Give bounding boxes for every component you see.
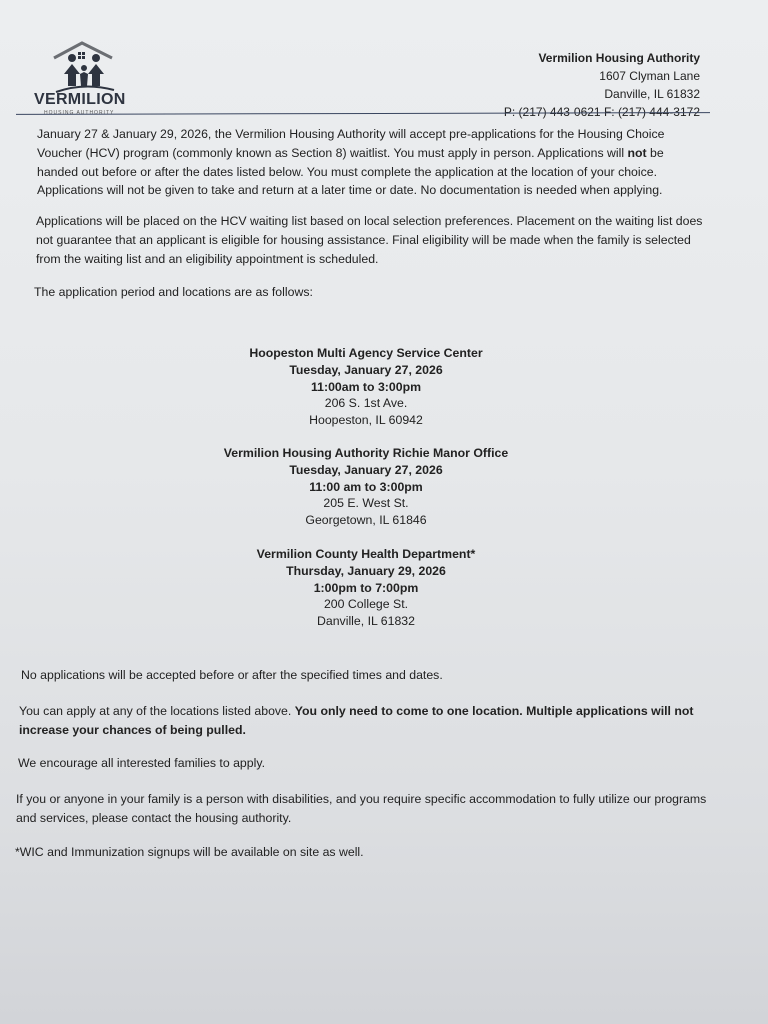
location-street: 206 S. 1st Ave. (324, 396, 408, 411)
location-street: 205 E. West St. (323, 496, 409, 511)
waiting-list-paragraph: Applications will be placed on the HCV waiting list based on local selection preferences. Placement on the waiting list does not guarantee that an applicant is eligible for housing assistance. Final eligibility will be made when the family is selected from the waiting list and an eligibility appointment is scheduled. (36, 214, 703, 266)
location-block-3 (180, 546, 552, 630)
intro-text: January 27 & January 29, 2026, the Vermilion Housing Authority will accept pre-applications for the Housing Choice Voucher (HCV) program (commonly known as Section 8) waitlist. You must apply in person. Applications will (37, 127, 665, 160)
letterhead-address (504, 49, 700, 121)
intro-text-cont: be handed out before or after the dates listed below. You must complete the application at the location of your choice. Applications will not be given to take and return at a later time or date. No documentation is needed when applying. (37, 145, 664, 198)
location-date: Thursday, January 29, 2026 (286, 563, 446, 578)
location-date: Tuesday, January 27, 2026 (289, 362, 443, 377)
location-city: Hoopeston, IL 60942 (309, 413, 423, 428)
location-name: Vermilion Housing Authority Richie Manor Office (223, 446, 509, 460)
wic-footnote: *WIC and Immunization signups will be available on site as well. (15, 845, 364, 859)
location-date: Tuesday, January 27, 2026 (289, 462, 443, 477)
location-name: Hoopeston Multi Agency Service Center (249, 346, 483, 360)
location-street: 200 College St. (323, 597, 409, 612)
apply-bold-text: You only need to come to one location. Multiple applications will not increase your chances of being pulled. (19, 704, 694, 737)
application-period-intro: The application period and locations are as follows: (34, 285, 313, 299)
disabilities-paragraph: If you or anyone in your family is a person with disabilities, and you require specific accommodation to fully utilize our programs and services, please contact the housing authority. (16, 792, 707, 825)
location-time: 11:00am to 3:00pm (310, 379, 422, 394)
location-city: Georgetown, IL 61846 (305, 513, 427, 528)
apply-any-location-paragraph (19, 702, 709, 740)
location-time: 1:00pm to 7:00pm (313, 580, 419, 595)
logo-wordmark: VERMILION (34, 91, 126, 108)
logo-subtitle: HOUSING AUTHORITY (44, 110, 115, 116)
intro-paragraph (37, 125, 707, 200)
phone-fax: P: (217) 443-0621 F: (217) 444-3172 (503, 105, 700, 119)
intro-bold-not: not (627, 145, 647, 160)
location-block-1 (180, 345, 552, 429)
location-time: 11:00 am to 3:00pm (309, 479, 423, 494)
location-block-2 (180, 445, 552, 529)
location-name: Vermilion County Health Department* (256, 547, 476, 561)
encourage-note: We encourage all interested families to apply. (18, 756, 265, 770)
no-applications-note: No applications will be accepted before or after the specified times and dates. (21, 668, 443, 682)
apply-text: You can apply at any of the locations listed above. (19, 704, 295, 718)
organization-name: Vermilion Housing Authority (538, 51, 700, 65)
city-address: Danville, IL 61832 (604, 87, 700, 101)
street-address: 1607 Clyman Lane (599, 69, 700, 83)
location-city: Danville, IL 61832 (317, 614, 415, 629)
